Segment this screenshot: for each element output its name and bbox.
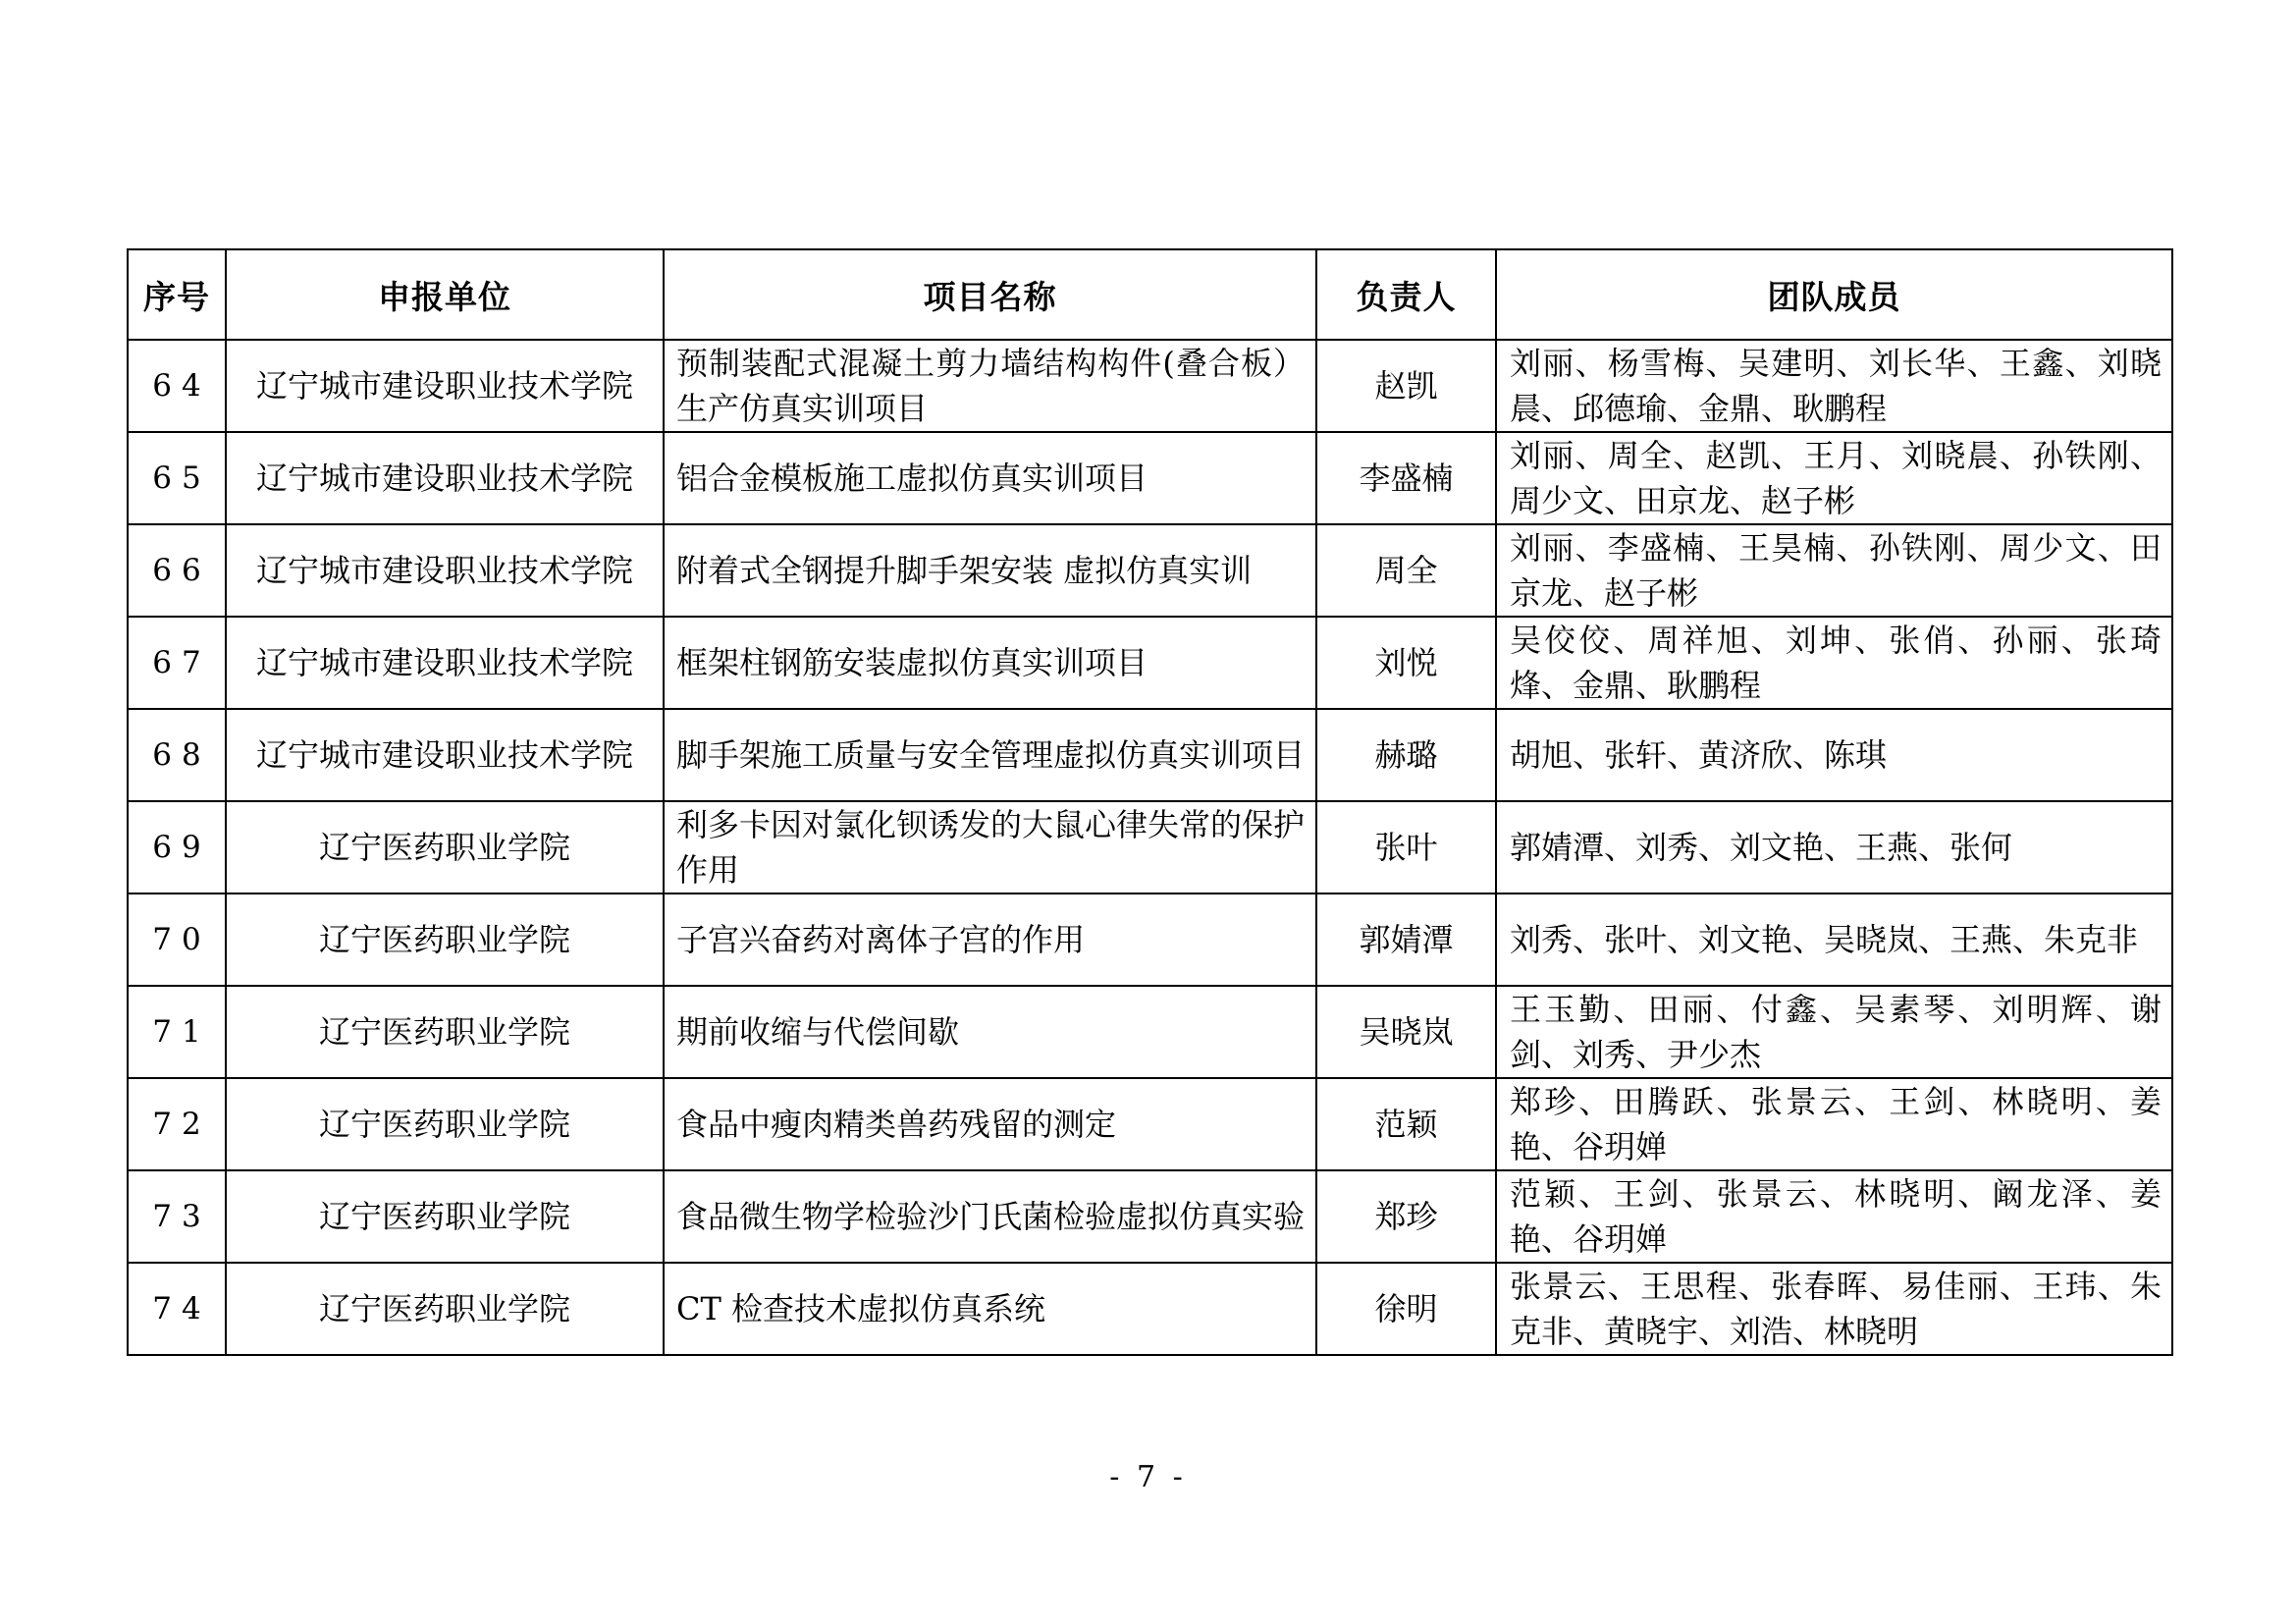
col-header-members: 团队成员 [1496,249,2172,340]
table-row [128,986,2172,1078]
col-header-no: 序号 [128,249,226,340]
cell-project: 期前收缩与代偿间歇 [664,986,1316,1078]
cell-leader: 张叶 [1316,801,1496,893]
cell-project: CT 检查技术虚拟仿真系统 [664,1263,1316,1355]
cell-no: 68 [128,709,226,801]
cell-unit: 辽宁城市建设职业技术学院 [226,524,664,617]
cell-project: 框架柱钢筋安装虚拟仿真实训项目 [664,617,1316,709]
cell-unit: 辽宁城市建设职业技术学院 [226,432,664,524]
cell-project: 食品微生物学检验沙门氏菌检验虚拟仿真实验 [664,1170,1316,1263]
cell-members: 王玉勤、田丽、付鑫、吴素琴、刘明辉、谢剑、刘秀、尹少杰 [1496,986,2172,1078]
cell-unit: 辽宁医药职业学院 [226,1170,664,1263]
cell-leader: 刘悦 [1316,617,1496,709]
cell-leader: 吴晓岚 [1316,986,1496,1078]
cell-no: 67 [128,617,226,709]
table-row [128,617,2172,709]
col-header-leader: 负责人 [1316,249,1496,340]
cell-project: 利多卡因对氯化钡诱发的大鼠心律失常的保护作用 [664,801,1316,893]
cell-members: 吴佼佼、周祥旭、刘坤、张俏、孙丽、张琦烽、金鼎、耿鹏程 [1496,617,2172,709]
cell-members: 胡旭、张轩、黄济欣、陈琪 [1496,709,2172,801]
cell-members: 范颖、王剑、张景云、林晓明、阚龙泽、姜艳、谷玥婵 [1496,1170,2172,1263]
cell-unit: 辽宁医药职业学院 [226,1263,664,1355]
header-row [128,249,2172,340]
cell-members: 刘秀、张叶、刘文艳、吴晓岚、王燕、朱克非 [1496,893,2172,986]
cell-members: 刘丽、李盛楠、王昊楠、孙铁刚、周少文、田京龙、赵子彬 [1496,524,2172,617]
cell-leader: 赫璐 [1316,709,1496,801]
table-row [128,709,2172,801]
cell-leader: 徐明 [1316,1263,1496,1355]
table-row [128,524,2172,617]
table-row [128,1170,2172,1263]
projects-table [127,248,2173,1356]
cell-leader: 赵凯 [1316,340,1496,432]
table-row [128,340,2172,432]
cell-members: 张景云、王思程、张春晖、易佳丽、王玮、朱克非、黄晓宇、刘浩、林晓明 [1496,1263,2172,1355]
cell-no: 73 [128,1170,226,1263]
cell-project: 食品中瘦肉精类兽药残留的测定 [664,1078,1316,1170]
cell-leader: 周全 [1316,524,1496,617]
cell-project: 子宫兴奋药对离体子宫的作用 [664,893,1316,986]
cell-leader: 郑珍 [1316,1170,1496,1263]
cell-unit: 辽宁城市建设职业技术学院 [226,340,664,432]
cell-unit: 辽宁医药职业学院 [226,893,664,986]
cell-project: 预制装配式混凝土剪力墙结构构件(叠合板）生产仿真实训项目 [664,340,1316,432]
table-row [128,893,2172,986]
cell-no: 69 [128,801,226,893]
cell-unit: 辽宁医药职业学院 [226,986,664,1078]
cell-no: 72 [128,1078,226,1170]
col-header-project: 项目名称 [664,249,1316,340]
cell-members: 郭婧潭、刘秀、刘文艳、王燕、张何 [1496,801,2172,893]
page-number: - 7 - [1109,1460,1187,1494]
cell-leader: 郭婧潭 [1316,893,1496,986]
cell-unit: 辽宁医药职业学院 [226,1078,664,1170]
cell-no: 66 [128,524,226,617]
table-row [128,1078,2172,1170]
cell-no: 64 [128,340,226,432]
cell-no: 74 [128,1263,226,1355]
cell-no: 71 [128,986,226,1078]
table-row [128,1263,2172,1355]
table-row [128,801,2172,893]
cell-unit: 辽宁城市建设职业技术学院 [226,617,664,709]
col-header-unit: 申报单位 [226,249,664,340]
cell-no: 65 [128,432,226,524]
cell-leader: 范颖 [1316,1078,1496,1170]
cell-no: 70 [128,893,226,986]
cell-unit: 辽宁城市建设职业技术学院 [226,709,664,801]
cell-project: 铝合金模板施工虚拟仿真实训项目 [664,432,1316,524]
cell-members: 郑珍、田腾跃、张景云、王剑、林晓明、姜艳、谷玥婵 [1496,1078,2172,1170]
table-row [128,432,2172,524]
cell-project: 脚手架施工质量与安全管理虚拟仿真实训项目 [664,709,1316,801]
cell-leader: 李盛楠 [1316,432,1496,524]
cell-members: 刘丽、杨雪梅、吴建明、刘长华、王鑫、刘晓晨、邱德瑜、金鼎、耿鹏程 [1496,340,2172,432]
cell-project: 附着式全钢提升脚手架安装 虚拟仿真实训 [664,524,1316,617]
cell-unit: 辽宁医药职业学院 [226,801,664,893]
cell-members: 刘丽、周全、赵凯、王月、刘晓晨、孙铁刚、周少文、田京龙、赵子彬 [1496,432,2172,524]
